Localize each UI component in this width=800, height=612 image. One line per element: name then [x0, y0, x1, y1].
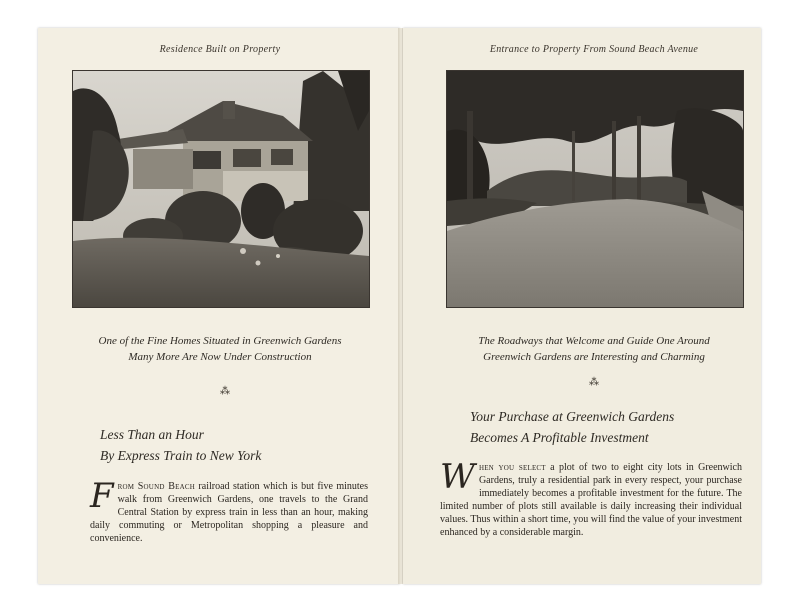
entrance-photo: [446, 70, 744, 308]
left-caption-line2: Many More Are Now Under Construction: [128, 351, 312, 363]
right-lead-text: hen you select: [478, 462, 546, 473]
house-photo-image: [73, 71, 369, 307]
house-photo: [72, 70, 370, 308]
right-ornament: ⁂: [589, 377, 599, 388]
left-heading-line1: Less Than an Hour: [100, 427, 204, 442]
right-heading-line2: Becomes A Profitable Investment: [470, 430, 649, 445]
right-photo-caption: [446, 333, 742, 365]
left-drop-cap: F: [90, 476, 114, 516]
left-caption-line1: One of the Fine Homes Situated in Greenwich Gardens: [98, 335, 342, 347]
left-heading: [100, 424, 360, 466]
left-body-paragraph: [90, 476, 368, 545]
right-photo-title: Entrance to Property From Sound Beach Avenue: [489, 44, 699, 55]
right-body-paragraph: [440, 457, 742, 539]
left-heading-line2: By Express Train to New York: [100, 448, 262, 463]
right-heading-line1: Your Purchase at Greenwich Gardens: [470, 409, 675, 424]
left-body-text: railroad station which is but five minutes walk from Greenwich Gardens, one travels to the Grand Central Station by express train in less than an hour, making daily commuting or Metropolitan shopping a pleasure and convenience.: [90, 481, 368, 544]
left-photo-caption: [72, 333, 368, 365]
right-body-text: a plot of two to eight city lots in Greenwich Gardens, truly a residential park in every respect, your purchase immediately becomes a profitable investment for the future. The limited number of plots still available is daily increasing their individual values. Thus within a short time, you will find the value of your investment enhanced by a considerable margin.: [440, 462, 742, 538]
right-caption-line1: The Roadways that Welcome and Guide One Around: [478, 335, 710, 347]
right-caption-line2: Greenwich Gardens are Interesting and Charming: [483, 351, 705, 363]
left-photo-title: Residence Built on Property: [159, 44, 281, 55]
right-drop-cap: W: [440, 457, 475, 497]
left-lead-text: rom Sound Beach: [117, 481, 195, 492]
right-heading: [470, 406, 750, 448]
left-ornament: ⁂: [220, 386, 230, 397]
entrance-photo-image: [447, 71, 743, 307]
